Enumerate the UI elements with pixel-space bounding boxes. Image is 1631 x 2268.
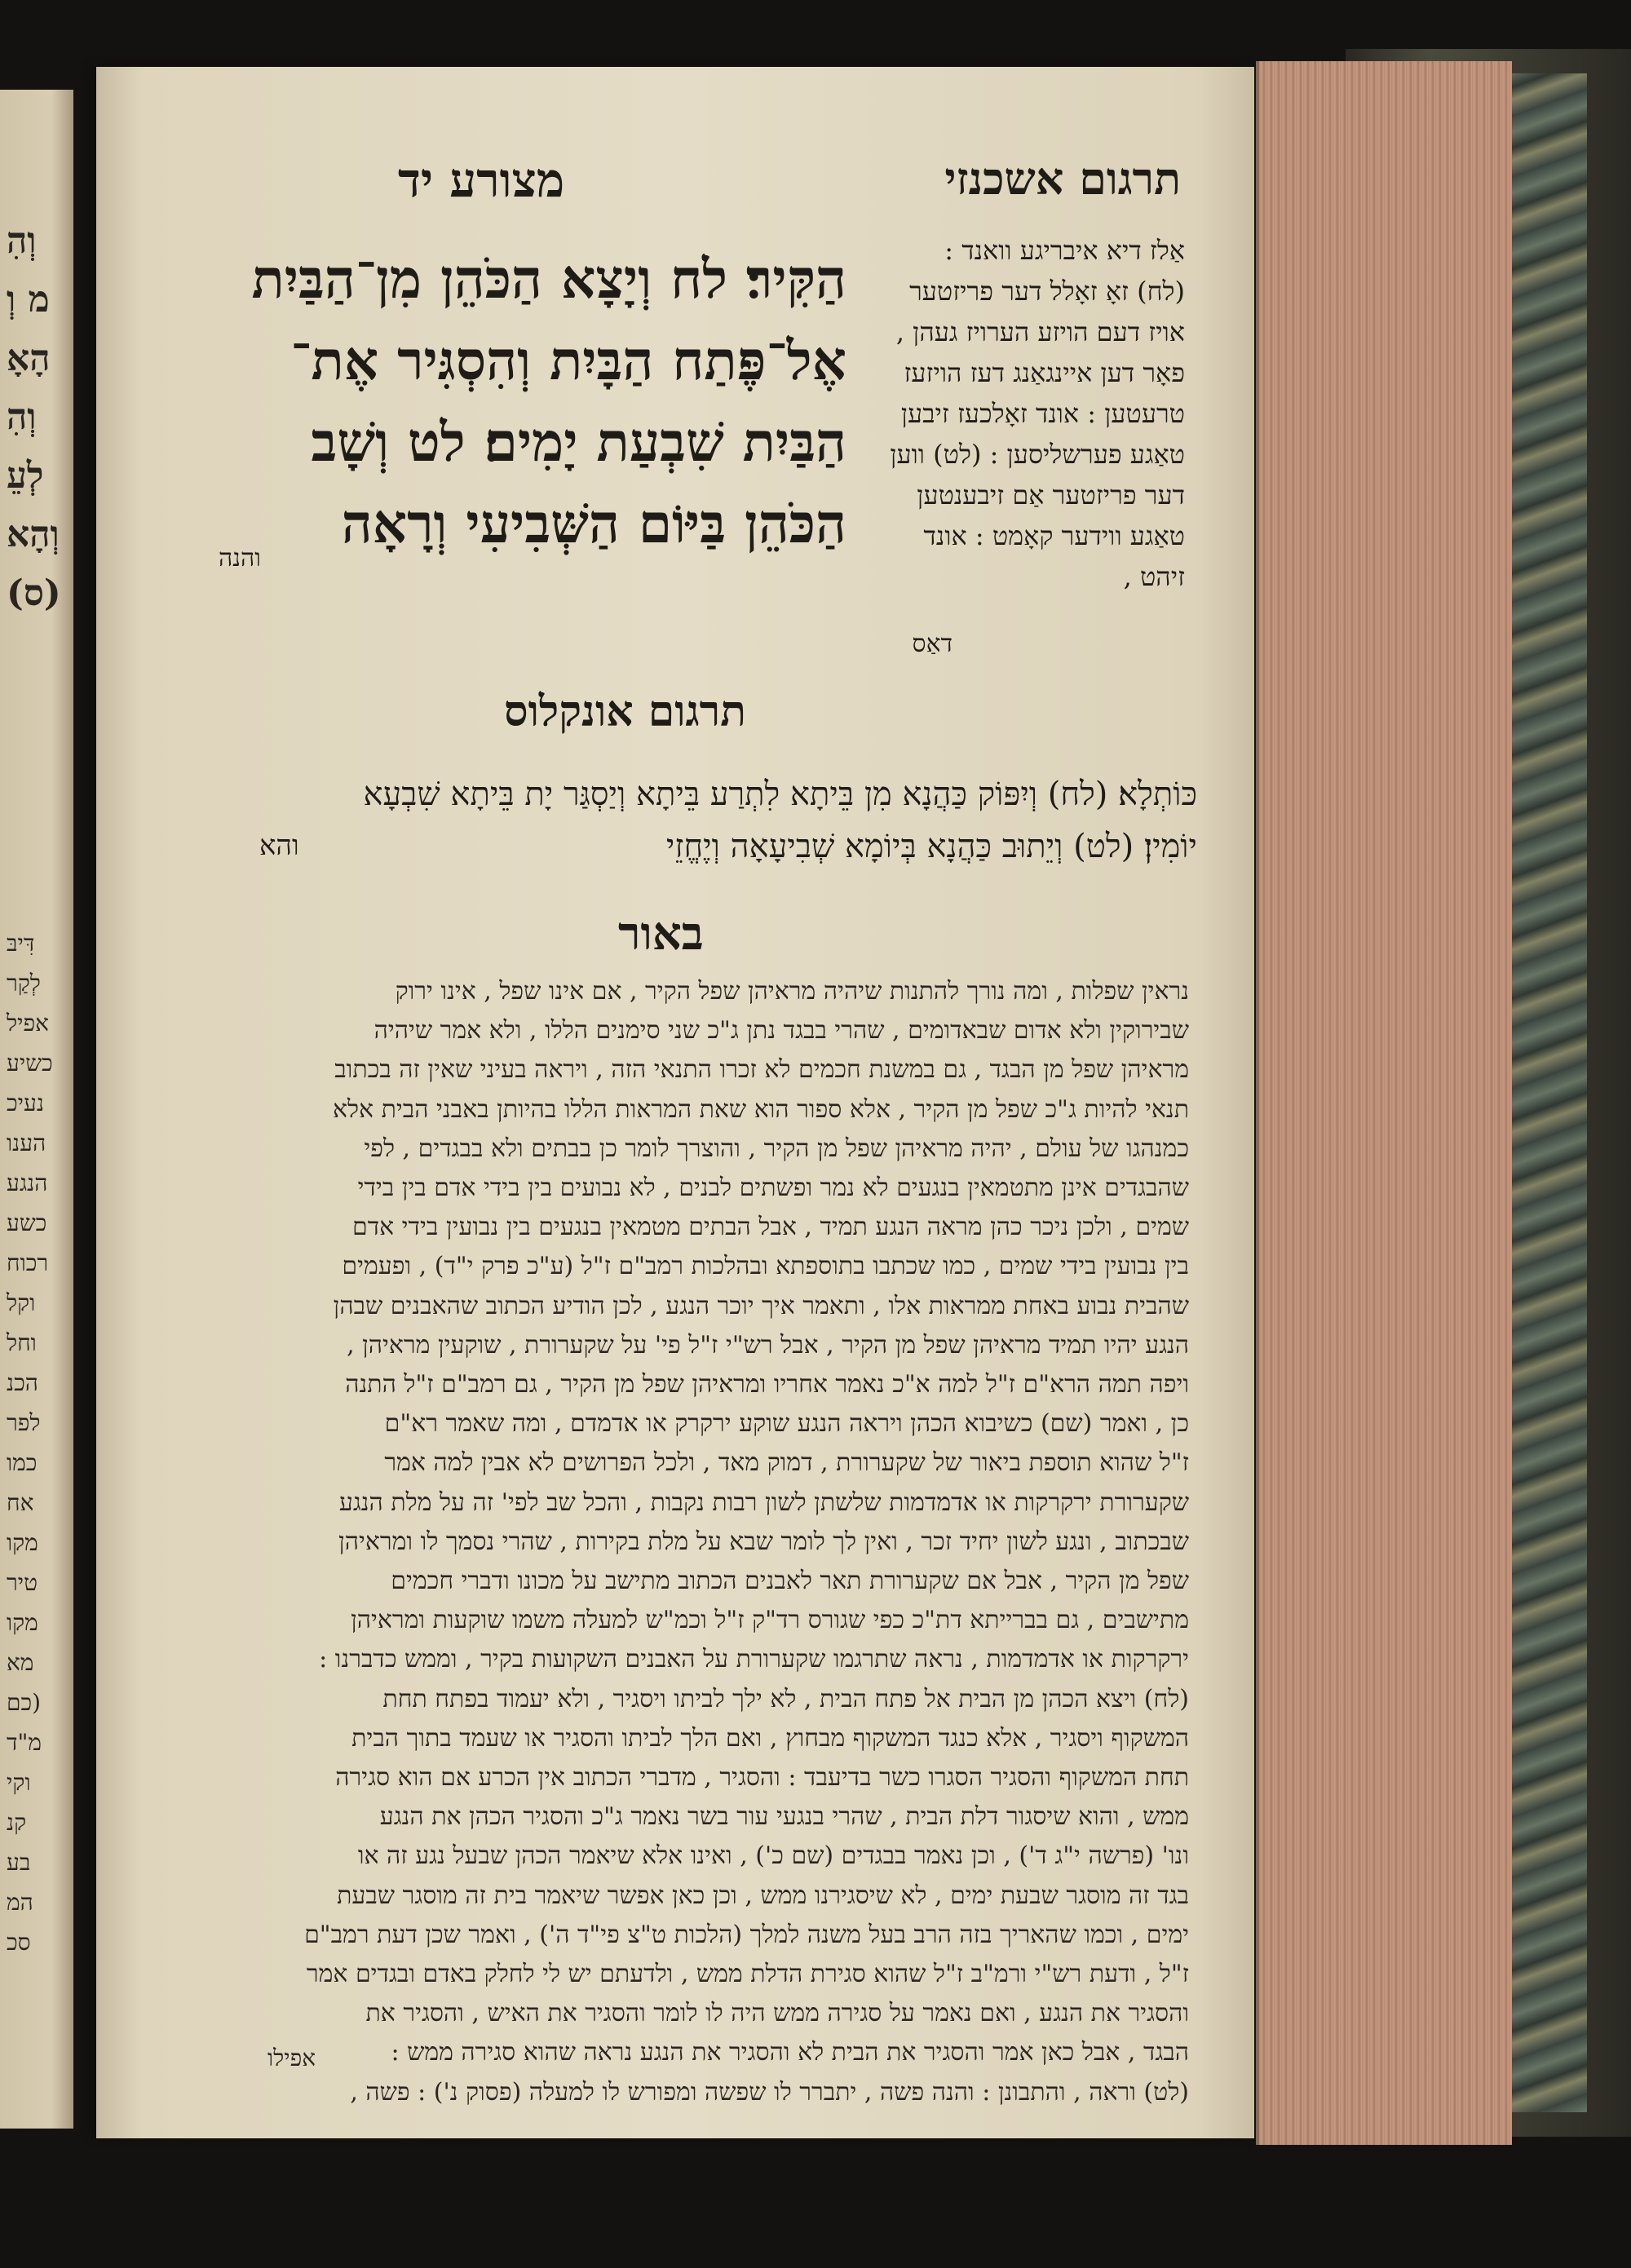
commentary-line: נראין שפלות , ומה נורך להתנות שיהיה מראיהן שפל הקיר , אם אינו שפל , אינו ירוק	[395, 977, 1189, 1006]
main-text-line: אֶל־פֶּתַח הַבָּיִת וְהִסְגִּיר אֶת־	[290, 329, 846, 392]
left-page-text-fragment: לְעֵ	[7, 455, 44, 497]
yiddish-line: זיהט ,	[1123, 561, 1185, 592]
left-page-text-fragment: נעיכ	[7, 1090, 44, 1116]
main-text-line: הַבַּיִת שִׁבְעַת יָמִים׃ לט וְשָׁב	[311, 410, 846, 474]
left-page-text-fragment: מקו	[7, 1609, 38, 1636]
left-page-text-fragment: (כם	[7, 1689, 42, 1716]
left-page-text-fragment: מא	[7, 1649, 34, 1676]
left-page-text-fragment: אח	[7, 1489, 34, 1516]
yiddish-line: טאַגע ווידער קאָמט : אונד	[923, 520, 1185, 551]
commentary-line: ונו' (פרשה י"ג ד') , וכן נאמר בבגדים (שם כ') , ואינו אלא שיאמר הכהן שבעל נגע זה או	[357, 1841, 1189, 1871]
yiddish-translation	[826, 230, 1185, 597]
left-page-text-fragment: הענו	[7, 1130, 46, 1156]
left-page-text-fragment: וְהָא	[7, 514, 60, 555]
left-page-text-fragment: לפר	[7, 1409, 41, 1436]
commentary-line: תנאי להיות ג"כ שפל מן הקיר , אלא ספור הוא שאת המראות הללו בהיותן באבני הבית אלא	[333, 1094, 1189, 1124]
left-page-text-fragment: וחל	[7, 1329, 37, 1356]
main-hebrew-text	[129, 238, 846, 564]
commentary-catchword: אפילו	[267, 2045, 316, 2071]
commentary-line: הבגד , אבל כאן אמר והסגיר את הבית לא והסגיר את הנגע נראה שהוא סגירה ממש :	[391, 2038, 1189, 2067]
left-page-text-fragment: הָאָ	[7, 338, 51, 379]
left-page-text-fragment: דִּיבּ	[7, 930, 35, 957]
left-page-text-fragment: סכ	[7, 1929, 31, 1956]
left-page-text-fragment: בע	[7, 1849, 31, 1876]
left-page-text-fragment: הכנ	[7, 1369, 38, 1396]
commentary-line: ויפה תמה הרא"ם ז"ל למה א"כ נאמר אחריו ומראיהן שפל מן הקיר , גם רמב"ם ז"ל התנה	[345, 1370, 1189, 1399]
yiddish-line: פאָר דען איינגאַנג דעז הויזעז	[904, 357, 1185, 388]
commentary-line: בין נבועין בידי שמים , כמו שכתבו בתוספתא ובהלכות רמב"ם ז"ל (ע"כ פרק י"ד) , ופעמים	[342, 1252, 1189, 1281]
commentary-line: (לח) ויצא הכהן מן הבית אל פתח הבית , לא ילך לביתו ויסגיר , ולא יעמוד בפתח תחת	[382, 1684, 1189, 1713]
commentary-line: ז"ל , ודעת רש"י ורמ"ב ז"ל שהוא סגירת הדלת ממש , ולדעתם יש לי לחלק באדם ובגדים אמר	[306, 1960, 1189, 1989]
commentary-line: והסגיר את הנגע , ואם נאמר על סגירה ממש היה לו לומר והסגיר את האיש , והסגיר את	[365, 1999, 1189, 2028]
commentary-line: מראיהן שפל מן הבגד , גם במשנת חכמים לא זכרו התנאי הזה , ויראה בעיני שאין זה בכתוב	[334, 1055, 1189, 1085]
commentary-line: שקערורת ירקרקות או אדמדמות שלשתן לשון רבות נקבות , והכל שב לפי' זה על מלת הנגע	[338, 1488, 1189, 1517]
onkelos-line: יוֹמִין׃ (לט) וְיֵתוּב כַּהֲנָא בְּיוֹמָא שְׁבִיעָאָה וְיֶחֱזֵי	[665, 828, 1197, 865]
commentary-line: המשקוף ויסגיר , אלא כנגד המשקוף מבחוץ , ואם הלך לביתו והסגיר או שעמד בתוך הבית	[351, 1723, 1189, 1753]
commentary-line: (לט) וראה , והתבונן : והנה פשה , יתברר לו שפשה ומפורש לו למעלה (פסוק נ') : פשה ,	[350, 2077, 1189, 2107]
left-page-text-fragment: הנגע	[7, 1169, 48, 1196]
main-text-line: הַכֹּהֵן בַּיּוֹם הַשְּׁבִיעִי וְרָאָה	[341, 492, 846, 555]
page-block-edge	[1256, 61, 1512, 2145]
commentary-line: שהבית נבוע באחת ממראות אלו , ותאמר איך יוכר הנגע , לכן הודיע הכתוב שהאבנים שבהן	[333, 1291, 1189, 1320]
yiddish-catchword: דאַס	[912, 630, 953, 658]
running-head-parasha: מצורע יד	[398, 153, 565, 208]
left-page-text-fragment: מ וְ	[7, 279, 50, 321]
left-page-text-fragment: מקו	[7, 1529, 38, 1556]
commentary-line: הנגע יהיו תמיד מראיהן שפל מן הקיר , אבל רש"י ז"ל פי' על שקערורת , שוקעין מראיהן ,	[347, 1330, 1189, 1359]
commentary-line: שבירוקין ולא אדום שבאדומים , שהרי בבגד נתן ג"כ שני סימנים הללו , ולא אמר שיהיה	[373, 1016, 1189, 1046]
yiddish-line: (לח) זאָ זאָלל דער פריזטער	[909, 276, 1185, 307]
left-page-text-fragment: כשיע	[7, 1050, 53, 1077]
commentary-line: מתישבים , גם בברייתא דת"כ כפי שגורס רד"ק ז"ל וכמ"ש למעלה משמו שוקעות ומראיהן	[351, 1606, 1189, 1635]
commentary-line: ז"ל שהוא תוספת ביאור של שקערורת , דמוק מאד , ולכל הפרושים לא אבין למה אמר	[384, 1448, 1189, 1478]
yiddish-line: טאַגע פערשליסען : (לט) ווען	[890, 439, 1185, 470]
left-page-fragment	[0, 90, 73, 2129]
left-page-text-fragment: כשע	[7, 1209, 47, 1236]
yiddish-line: אַלז דיא איבריגע וואנד :	[944, 235, 1185, 266]
commentary-line: שהבגדים אינן מתטמאין בנגעים לא נמר ופשתים לבנים , לא נבועים בין בידי אדם בין בידי	[357, 1174, 1189, 1203]
onkelos-heading: תרגום אונקלוס	[504, 687, 746, 736]
left-page-text-fragment: אפיל	[7, 1010, 49, 1037]
left-page-text-fragment: וקל	[7, 1289, 36, 1316]
commentary-line: שפל מן הקיר , אבל אם שקערורת תאר לאבנים הכתוב מתישב על מכונו ודברי חכמים	[391, 1567, 1189, 1596]
left-page-text-fragment: קנ	[7, 1809, 27, 1836]
running-head-title: תרגום אשכנזי	[944, 153, 1181, 205]
yiddish-line: אויז דעם הויזע הערויז געהן ,	[895, 316, 1185, 347]
yiddish-line: טרעטען : אונד זאָלכעז זיבען	[900, 398, 1185, 429]
left-page-text-fragment: טיר	[7, 1569, 38, 1596]
commentary-line: שבכתוב , ונגע לשון יחיד זכר , ואין לך לומר שבא על מלת בקירות , שהרי נסמך לו ומראיהן	[338, 1527, 1189, 1556]
commentary-line: כמנהגו של עולם , יהיה מראיהן שפל מן הקיר , והוצרך לומר כן בבתים ולא בבגדים , לפי	[364, 1134, 1189, 1163]
biur-heading: באור	[618, 907, 704, 961]
left-page-text-fragment: לְקַר	[7, 970, 41, 997]
commentary-line: ירקרקות או אדמדמות , נראה שתרגמו שקערורת על האבנים השקועות בקיר , וממש כדברנו :	[319, 1645, 1189, 1674]
left-page-text-fragment: רכוח	[7, 1249, 49, 1276]
commentary-line: שמים , ולכן ניכר כהן מראה הנגע תמיד , אבל הבתים מטמאין בנגעים בין נבועין בידי אדם	[351, 1213, 1189, 1242]
commentary-line: ממש , והוא שיסגור דלת הבית , שהרי בנגעי עור בשר נאמר ג"כ והסגיר הכהן את הנגע	[379, 1802, 1189, 1832]
left-page-text-fragment: וְהִ	[7, 396, 37, 438]
left-page-text-fragment: מ"ד	[7, 1729, 42, 1756]
left-page-text-fragment: כמו	[7, 1449, 38, 1476]
commentary-line: כן , ואמר (שם) כשיבוא הכהן ויראה הנגע שוקע ירקרק או אדמדם , ומה שאמר רא"ם	[384, 1409, 1189, 1439]
left-page-text-fragment: המ	[7, 1889, 33, 1916]
main-text-line: הַקִּיר׃ לח וְיָצָא הַכֹּהֵן מִן־הַבַּיִת	[251, 247, 846, 311]
onkelos-catchword: והא	[259, 829, 299, 862]
left-page-text-fragment: (ס)	[7, 573, 61, 614]
biur-commentary	[96, 972, 1189, 2112]
book-page	[96, 67, 1254, 2138]
main-catchword: והנה	[219, 544, 261, 573]
left-page-text-fragment: וְהִ	[7, 220, 37, 262]
onkelos-line: כּוֹתְלָא׃ (לח) וְיִפּוֹק כַּהֲנָא מִן בֵּיתָא לִתְרַע בֵּיתָא וְיַסְגַּר יָת בֵּיתָא שִׁבְעָא	[363, 776, 1197, 813]
left-page-text-fragment: וקי	[7, 1769, 31, 1796]
yiddish-line: דער פריזטער אַם זיבענטען	[917, 480, 1185, 511]
commentary-line: ימים , וכמו שהאריך בזה הרב בעל משנה למלך (הלכות ט"צ פי"ד ה') , ואמר שכן דעת רמב"ם	[304, 1920, 1189, 1949]
commentary-line: תחת המשקוף והסגיר הסגרו כשר בדיעבד : והסגיר , מדברי הכתוב אין הכרע אם הוא סגירה	[335, 1763, 1189, 1793]
commentary-line: בגד זה מוסגר שבעת ימים , לא שיסגירנו ממש , וכן כאן אפשר שיאמר בית זה מוסגר שבעת	[337, 1881, 1189, 1910]
